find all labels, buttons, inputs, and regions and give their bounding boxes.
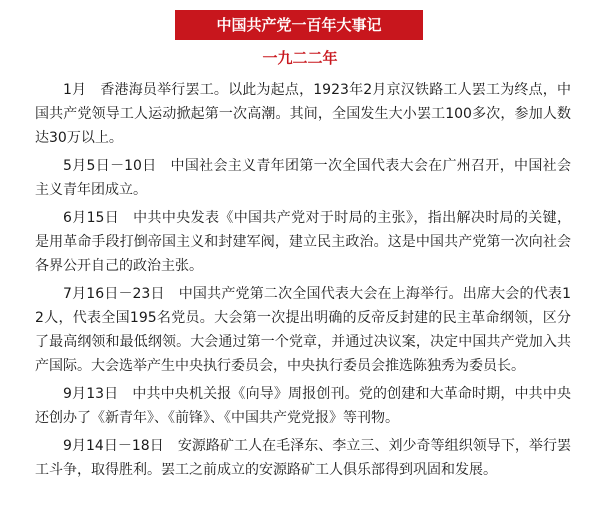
event-text: 香港海员举行罢工。以此为起点，1923年2月京汉铁路工人罢工为终点，中国共产党领导工人运动掀起第一次高潮。其间，全国发生大小罢工100多次，参加人数达30万以上。 <box>35 82 571 146</box>
event-date: 6月15日 <box>63 210 120 226</box>
event-entry <box>35 382 571 430</box>
event-entry <box>35 434 571 482</box>
page-title: 中国共产党一百年大事记 <box>175 10 423 40</box>
event-date: 7月16日－23日 <box>63 286 165 302</box>
event-entry <box>35 282 571 378</box>
event-date: 9月13日 <box>63 386 119 402</box>
event-entry <box>35 154 571 202</box>
year-heading: 一九二二年 <box>262 49 338 67</box>
event-entry <box>35 206 571 278</box>
event-text: 中共中央发表《中国共产党对于时局的主张》，指出解决时局的关键，是用革命手段打倒帝国主义和封建军阀，建立民主政治。这是中国共产党第一次向社会各界公开自己的政治主张。 <box>35 210 571 274</box>
event-text: 中国社会主义青年团第一次全国代表大会在广州召开，中国社会主义青年团成立。 <box>35 158 571 198</box>
event-text: 安源路矿工人在毛泽东、李立三、刘少奇等组织领导下，举行罢工斗争，取得胜利。罢工之前成立的安源路矿工人俱乐部得到巩固和发展。 <box>35 438 571 478</box>
event-date: 9月14日－18日 <box>63 438 164 454</box>
event-date: 5月5日－10日 <box>63 158 157 174</box>
event-date: 1月 <box>63 82 87 98</box>
event-text: 中国共产党第二次全国代表大会在上海举行。出席大会的代表12人，代表全国195名党员。大会第一次提出明确的反帝反封建的民主革命纲领，区分了最高纲领和最低纲领。大会通过第一个党章，并通过决议案，决定中国共产党加入共产国际。大会选举产生中央执行委员会，中央执行委员会推选陈独秀为委员长。 <box>35 286 571 374</box>
event-text: 中共中央机关报《向导》周报创刊。党的创建和大革命时期，中共中央还创办了《新青年》、《前锋》、《中国共产党党报》等刊物。 <box>35 386 571 426</box>
event-entry <box>35 78 571 150</box>
event-list <box>35 78 571 486</box>
